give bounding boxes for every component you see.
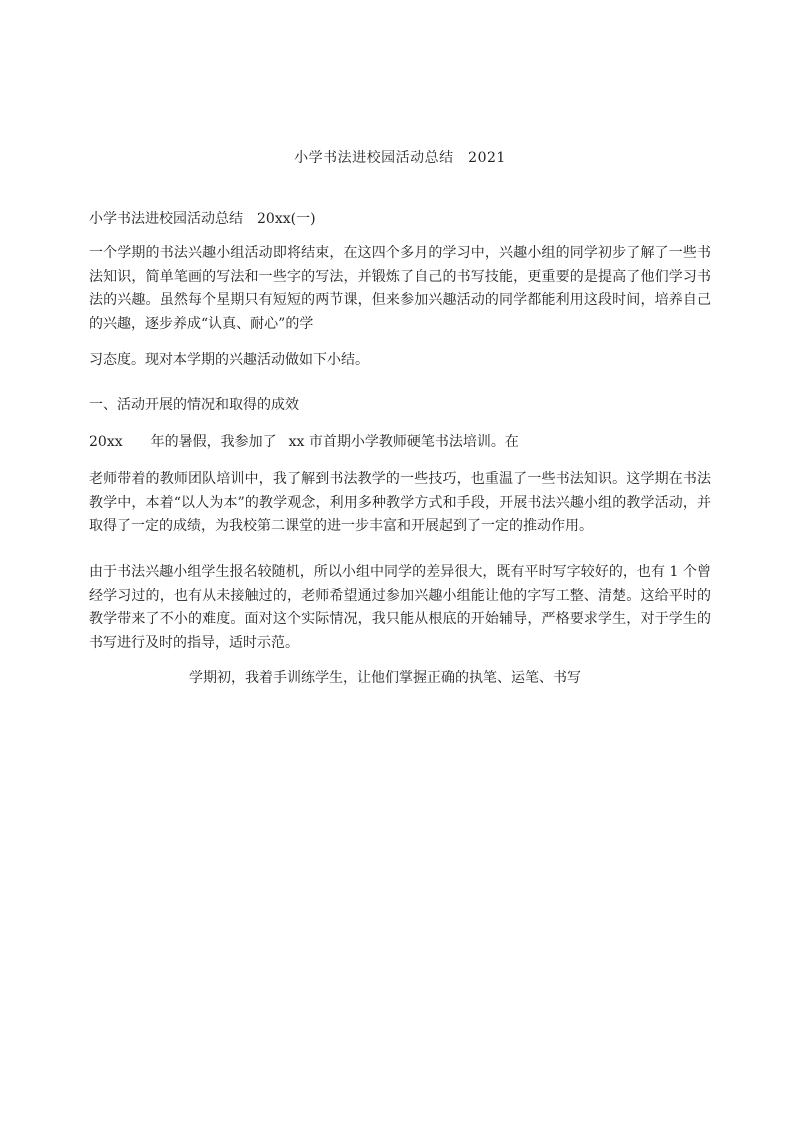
document-subtitle: 小学书法进校园活动总结 20xx(一) (89, 211, 316, 227)
paragraph-teaching: 老师带着的教师团队培训中，我了解到书法教学的一些技巧，也重温了一些书法知识。这学期在书法教学中，本着“以人为本”的教学观念，利用多种教学方式和手段，开展书法兴趣小组的教学活动，并取得了一定的成绩，为我校第二课堂的进一步丰富和开展起到了一定的推动作用。 (89, 471, 711, 534)
paragraph-semester-start: 学期初，我着手训练学生，让他们掌握正确的执笔、运笔、书写 (189, 670, 581, 686)
document-title: 小学书法进校园活动总结 2021 (294, 150, 506, 166)
section-heading-1: 一、活动开展的情况和取得的成效 (89, 397, 299, 413)
paragraph-continuation: 习态度。现对本学期的兴趣活动做如下小结。 (89, 352, 369, 368)
paragraph-intro: 一个学期的书法兴趣小组活动即将结束，在这四个多月的学习中，兴趣小组的同学初步了解了一些书法知识，简单笔画的写法和一些字的写法，并锻炼了自己的书写技能，更重要的是提高了他们学习书法的兴趣。虽然每个星期只有短短的两节课，但来参加兴趣活动的同学都能利用这段时间，培养自己的兴趣，逐步养成“认真、耐心”的学 (89, 245, 711, 332)
training-year: 20xx (89, 434, 123, 450)
paragraph-students: 由于书法兴趣小组学生报名较随机，所以小组中同学的差异很大，既有平时写字较好的，也有 1 个曾经学习过的，也有从未接触过的，老师希望通过参加兴趣小组能让他的字写工整、清楚。这给平时的教学带来了不小的难度。面对这个实际情况，我只能从根底的开始辅导，严格要求学生，对于学生的书写进行及时的指导，适时示范。 (89, 564, 711, 651)
training-text: 年的暑假，我参加了 (150, 434, 277, 450)
training-city: xx 市首期小学教师硬笔书法培训。在 (288, 434, 519, 450)
paragraph-training-line (89, 431, 519, 451)
